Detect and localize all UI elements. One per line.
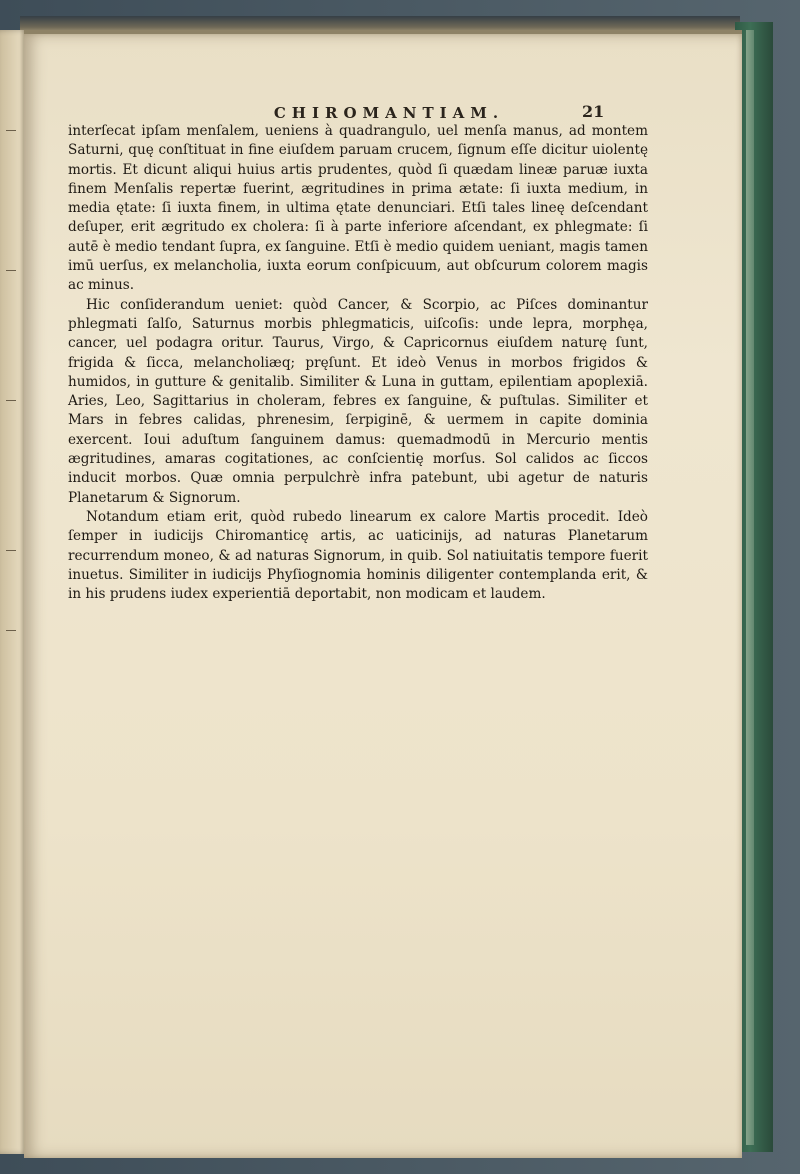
paragraph-2: Hic conſiderandum ueniet: quòd Cancer, & Scorpio, ac Piſces dominantur phlegmati ſalſo, Saturnus morbis phlegmaticis, uiſcoſis: unde lepra, morphęa, cancer, uel podagra oritur. Taurus, Virgo, & Capricornus eiuſdem naturę ſunt, frigida & ſicca, melancholiæq; pręſunt. Et ideò Venus in morbos frigidos & humidos, in gutture & genitalib. Similiter & Luna in guttam, epilentiam apoplexiā. Aries, Leo, Sagittarius in choleram, febres ex ſanguine, & puſtulas. Similiter et Mars in febres calidas, phrenesim, ſerpiginē, & uermem in capite dominia exercent. Ioui aduſtum ſanguinem damus: quemadmodū in Mercurio mentis ægritudines, amaras cogitationes, ac conſcientię morſus. Sol calidos ac ſiccos inducit morbos. Quæ omnia perpulchrè infra patebunt, ubi agetur de naturis Planetarum & Signorum. — [68, 296, 648, 506]
cover-highlight — [746, 30, 754, 1145]
paragraph-1: interſecat ipſam menſalem, ueniens à quadrangulo, uel menſa manus, ad montem Saturni, quę conſtituat in fine eiuſdem paruam crucem, ſignum eſſe dicitur uiolentę mortis. Et dicunt aliqui huius artis prudentes, quòd ſi quædam lineæ paruæ iuxta finem Menſalis repertæ fuerint, ægritudines in prima ætate: ſi iuxta medium, in media ętate: ſi iuxta finem, in ultima ętate denunciari. Etſi tales lineę deſcendant deſuper, erit ægritudo ex cholera: ſi à parte inferiore aſcendant, ex phlegmate: ſi autē è medio tendant ſupra, ex ſanguine. Etſi è medio quidem ueniant, magis tamen imū uerſus, ex melancholia, iuxta eorum conſpicuum, aut obſcurum colorem magis ac minus. — [68, 123, 648, 294]
running-head: CHIROMANTIAM. — [273, 104, 505, 122]
book-page — [24, 30, 742, 1158]
paragraph-3: Notandum etiam erit, quòd rubedo linearum ex calore Martis procedit. Ideò ſemper in iudicijs Chiromanticę artis, ac uaticinijs, ad naturas Planetarum recurrendum moneo, & ad naturas Signorum, in quib. Sol natiuitatis tempore fuerit inuetus. Similiter in iudicijs Phyſiognomia hominis diligenter contemplanda erit, & in his prudens iudex experientiā deportabit, non modicam et laudem. — [68, 508, 648, 603]
body-text — [68, 122, 648, 604]
page-number: 21 — [582, 102, 605, 121]
